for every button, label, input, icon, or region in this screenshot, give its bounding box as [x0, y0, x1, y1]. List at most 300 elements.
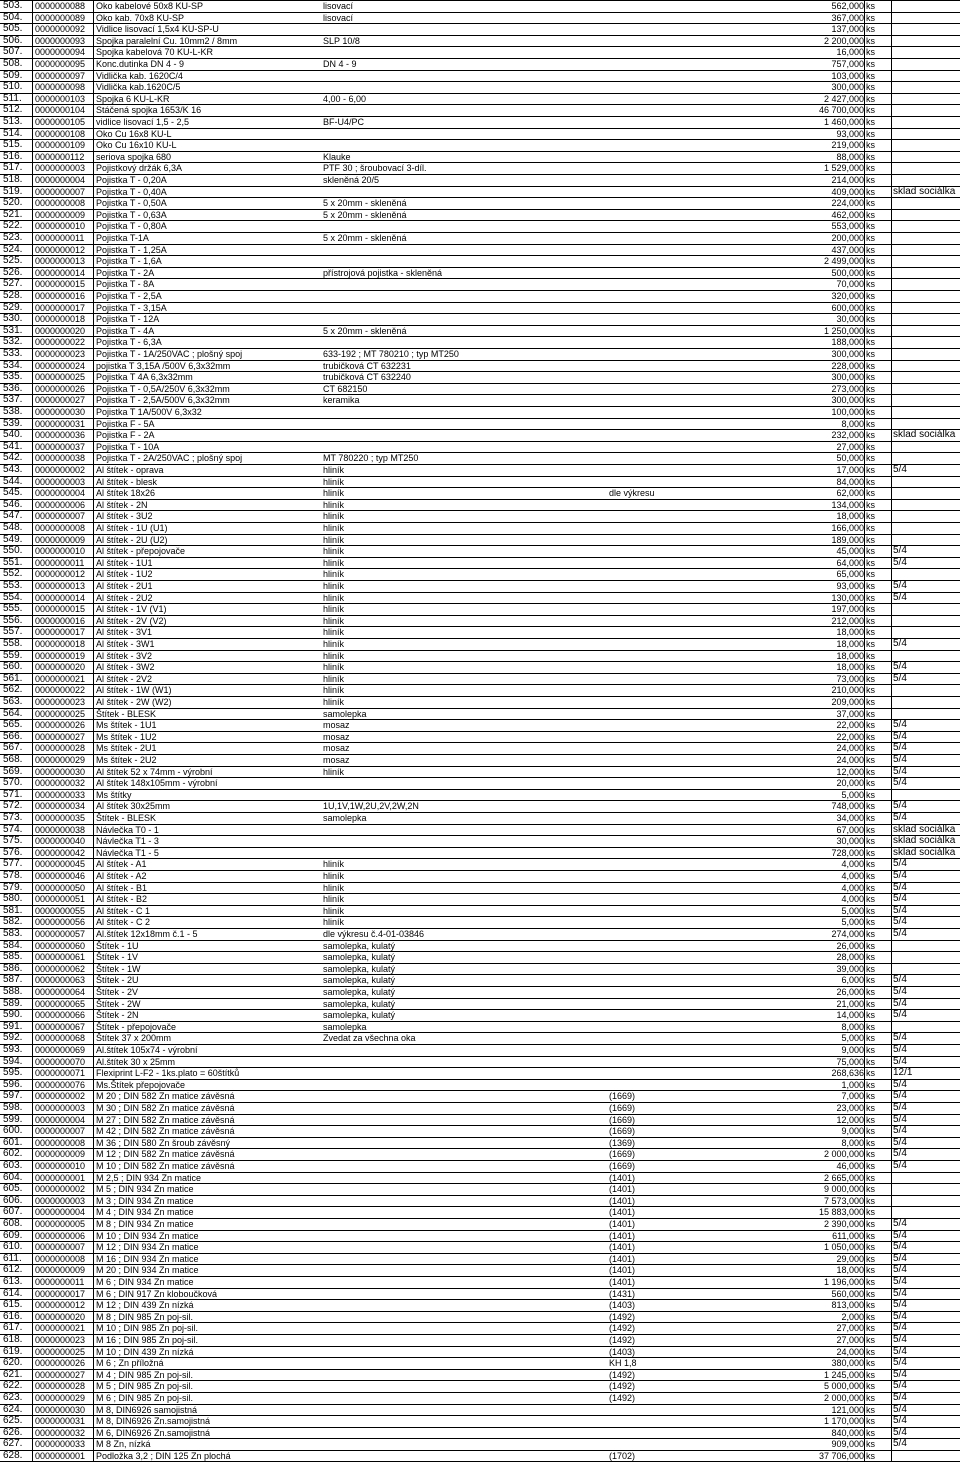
cell-unit: ks — [866, 1346, 875, 1357]
table-row — [0, 139, 960, 151]
cell-unit: ks — [866, 1184, 875, 1195]
cell-code: 0000000021 — [35, 673, 86, 684]
cell-qty: 9 000,000 — [823, 1184, 864, 1195]
cell-qty: 232,000 — [831, 430, 864, 441]
cell-unit: ks — [866, 615, 875, 626]
cell-mfr — [609, 1068, 769, 1079]
cell-num: 548. — [3, 523, 23, 533]
cell-spec — [323, 82, 607, 93]
cell-code: 0000000020 — [35, 1311, 86, 1322]
cell-mfr — [609, 987, 769, 998]
cell-qty: 130,000 — [831, 592, 864, 603]
cell-unit: ks — [866, 952, 875, 963]
cell-name: Pojistka T - 3,15A — [96, 302, 167, 313]
cell-num: 537. — [3, 395, 23, 406]
cell-name: pojistka T 3,15A /500V 6,3x32mm — [96, 360, 231, 371]
cell-mfr: (1401) — [609, 1219, 636, 1229]
cell-unit: ks — [866, 24, 875, 35]
cell-note: sklad sociálka — [893, 847, 956, 858]
table-row — [0, 1392, 960, 1404]
cell-code: 0000000092 — [35, 24, 86, 35]
cell-qty: 300,000 — [831, 395, 864, 406]
cell-name: M 20 ; DIN 582 Zn matice závěsná — [96, 1091, 235, 1102]
cell-code: 0000000009 — [35, 1149, 86, 1160]
cell-unit: ks — [866, 1021, 875, 1032]
cell-num: 512. — [3, 105, 23, 116]
cell-code: 0000000003 — [35, 476, 86, 487]
cell-code: 0000000001 — [35, 1172, 86, 1183]
cell-num: 545. — [3, 488, 23, 499]
cell-name: Al štítek - 3U2 — [96, 511, 153, 522]
cell-code: 0000000017 — [35, 302, 86, 313]
cell-note — [893, 349, 960, 360]
cell-unit: ks — [866, 673, 875, 684]
cell-spec — [323, 105, 607, 116]
cell-qty: 2 665,000 — [823, 1172, 864, 1183]
cell-num: 532. — [3, 337, 23, 348]
cell-qty: 24,000 — [836, 1346, 864, 1357]
cell-note — [893, 13, 960, 24]
cell-unit: ks — [866, 1172, 875, 1183]
cell-spec: hliník — [323, 917, 345, 928]
cell-code: 0000000033 — [35, 1439, 86, 1450]
cell-qty: 166,000 — [831, 523, 864, 533]
cell-mfr — [609, 372, 769, 383]
cell-name: Al štítek - 2V2 — [96, 673, 153, 684]
cell-name: M 10 ; DIN 582 Zn matice závěsná — [96, 1161, 235, 1171]
cell-spec: hliník — [323, 905, 345, 916]
cell-code: 0000000071 — [35, 1068, 86, 1079]
cell-qty: 200,000 — [831, 233, 864, 243]
cell-unit: ks — [866, 1451, 875, 1461]
cell-unit: ks — [866, 233, 875, 243]
cell-qty: 34,000 — [836, 813, 864, 823]
cell-mfr — [609, 952, 769, 963]
cell-note: sklad sociálka — [893, 824, 956, 835]
table-row — [0, 255, 960, 267]
cell-name: Štítek - 2N — [96, 1010, 139, 1021]
cell-unit: ks — [866, 1404, 875, 1415]
cell-num: 606. — [3, 1195, 23, 1206]
cell-name: M 6 ; DIN 934 Zn matice — [96, 1277, 194, 1287]
cell-qty: 24,000 — [836, 743, 864, 754]
table-row — [0, 1218, 960, 1230]
cell-name: Pojistka T - 6,3A — [96, 337, 162, 348]
cell-note — [893, 221, 960, 232]
table-row — [0, 1206, 960, 1218]
cell-name: Al štítek - B1 — [96, 882, 148, 893]
cell-note — [893, 697, 960, 708]
cell-name: Al štítek - A1 — [96, 859, 147, 870]
cell-name: Al.štítek 30 x 25mm — [96, 1056, 176, 1067]
cell-note — [893, 616, 960, 627]
cell-code: 0000000026 — [35, 383, 86, 394]
cell-note: 5/4 — [893, 755, 907, 765]
cell-code: 0000000007 — [35, 186, 86, 197]
cell-unit: ks — [866, 1300, 875, 1311]
cell-spec: Zvedat za všechna oka — [323, 1033, 416, 1044]
cell-unit: ks — [866, 1242, 875, 1253]
cell-unit: ks — [866, 93, 875, 104]
cell-name: Al štítek - 3V2 — [96, 650, 153, 661]
table-row — [0, 360, 960, 372]
cell-spec: samolepka — [323, 813, 367, 823]
cell-code: 0000000028 — [35, 743, 86, 754]
cell-qty: 45,000 — [836, 546, 864, 557]
cell-qty: 18,000 — [836, 639, 864, 649]
cell-unit: ks — [866, 1311, 875, 1322]
cell-code: 0000000103 — [35, 93, 86, 104]
cell-spec: mosaz — [323, 720, 350, 731]
cell-name: Pojistka F - 5A — [96, 418, 155, 429]
cell-mfr — [609, 117, 769, 128]
cell-num: 504. — [3, 12, 23, 23]
cell-code: 0000000014 — [35, 267, 86, 278]
cell-code: 0000000032 — [35, 1427, 86, 1438]
cell-qty: 4,000 — [841, 871, 864, 881]
cell-code: 0000000007 — [35, 1242, 86, 1253]
cell-qty: 4,000 — [841, 882, 864, 893]
cell-mfr — [609, 709, 769, 720]
table-row — [0, 1357, 960, 1369]
cell-mfr: (1669) — [609, 1114, 636, 1125]
cell-note — [893, 384, 960, 395]
cell-num: 571. — [3, 789, 23, 800]
cell-mfr — [609, 24, 769, 35]
cell-mfr: (1401) — [609, 1172, 636, 1183]
cell-note: 5/4 — [893, 1393, 907, 1403]
cell-num: 513. — [3, 117, 23, 127]
cell-note: 5/4 — [893, 1427, 907, 1438]
cell-unit: ks — [866, 685, 875, 696]
cell-qty: 84,000 — [836, 476, 864, 487]
table-row — [0, 197, 960, 209]
cell-note: 5/4 — [893, 673, 907, 684]
cell-num: 610. — [3, 1242, 23, 1253]
cell-note — [893, 709, 960, 720]
cell-note: 5/4 — [893, 917, 907, 928]
table-row — [0, 441, 960, 453]
cell-code: 0000000064 — [35, 987, 86, 997]
cell-qty: 4,000 — [841, 859, 864, 870]
cell-spec — [323, 314, 607, 325]
cell-name: Pojistka T - 0,80A — [96, 221, 167, 232]
cell-num: 602. — [3, 1149, 23, 1160]
cell-num: 515. — [3, 140, 23, 151]
cell-code: 0000000067 — [35, 1021, 86, 1032]
cell-qty: 909,000 — [831, 1439, 864, 1450]
cell-unit: ks — [866, 325, 875, 336]
table-row — [0, 348, 960, 360]
cell-note — [893, 303, 960, 314]
cell-num: 507. — [3, 47, 23, 58]
cell-code: 0000000093 — [35, 35, 86, 46]
cell-spec: hliník — [323, 546, 345, 557]
cell-code: 0000000011 — [35, 1277, 85, 1287]
cell-num: 541. — [3, 441, 23, 452]
cell-note — [893, 105, 960, 116]
cell-code: 0000000018 — [35, 639, 86, 649]
cell-mfr — [609, 616, 769, 627]
table-row — [0, 186, 960, 198]
cell-code: 0000000034 — [35, 801, 86, 812]
cell-num: 554. — [3, 592, 23, 603]
cell-mfr — [609, 291, 769, 302]
cell-code: 0000000023 — [35, 1335, 86, 1345]
cell-spec: hliník — [323, 592, 345, 603]
cell-mfr: (1401) — [609, 1230, 636, 1241]
cell-num: 624. — [3, 1404, 23, 1415]
cell-num: 622. — [3, 1381, 23, 1392]
cell-qty: 18,000 — [836, 662, 864, 673]
cell-unit: ks — [866, 302, 875, 313]
cell-mfr — [609, 581, 769, 592]
cell-mfr: (1492) — [609, 1335, 636, 1345]
table-row — [0, 812, 960, 824]
cell-name: Ms štítky — [96, 789, 132, 800]
cell-spec: hliník — [323, 604, 345, 615]
cell-spec — [323, 1207, 607, 1218]
cell-code: 0000000016 — [35, 291, 86, 301]
cell-note — [893, 245, 960, 256]
cell-code: 0000000012 — [35, 569, 86, 580]
cell-note: 5/4 — [893, 1369, 907, 1380]
cell-mfr — [609, 651, 769, 662]
cell-unit: ks — [866, 1358, 875, 1369]
table-row — [0, 232, 960, 244]
cell-qty: 1,000 — [841, 1079, 864, 1090]
cell-qty: 134,000 — [831, 499, 864, 510]
cell-code: 0000000011 — [35, 557, 85, 568]
table-row — [0, 58, 960, 70]
cell-qty: 728,000 — [831, 847, 864, 858]
cell-num: 589. — [3, 998, 23, 1009]
cell-name: Al štítek - 2U2 — [96, 592, 153, 603]
cell-qty: 2 200,000 — [823, 35, 864, 46]
cell-spec: samolepka, kulatý — [323, 987, 396, 997]
cell-num: 611. — [3, 1253, 22, 1264]
cell-note: 5/4 — [893, 1323, 907, 1334]
cell-note — [893, 1184, 960, 1195]
cell-num: 574. — [3, 824, 23, 835]
cell-name: Pojistka T - 10A — [96, 441, 160, 452]
cell-name: M 3 ; DIN 934 Zn matice — [96, 1195, 194, 1206]
cell-spec: BF-U4/PC — [323, 117, 365, 127]
cell-unit: ks — [866, 1369, 875, 1380]
cell-num: 510. — [3, 82, 23, 93]
cell-note: 5/4 — [893, 720, 907, 731]
cell-spec: hliník — [323, 569, 345, 580]
cell-num: 508. — [3, 59, 23, 69]
cell-name: vidlice lisovací 1,5 - 2,5 — [96, 117, 190, 127]
cell-unit: ks — [866, 847, 875, 858]
cell-unit: ks — [866, 12, 875, 23]
cell-note — [893, 326, 960, 337]
cell-unit: ks — [866, 998, 875, 1009]
cell-name: Al štítek 18x26 — [96, 488, 156, 499]
table-row — [0, 116, 960, 128]
cell-qty: 29,000 — [836, 1253, 864, 1264]
cell-note: 5/4 — [893, 639, 907, 649]
cell-note — [893, 790, 960, 801]
cell-qty: 1 196,000 — [823, 1277, 864, 1287]
cell-unit: ks — [866, 639, 875, 649]
table-row — [0, 847, 960, 859]
table-row — [0, 777, 960, 789]
cell-mfr — [609, 836, 769, 847]
cell-code: 0000000013 — [35, 256, 86, 267]
cell-spec — [323, 1381, 607, 1392]
cell-note — [893, 523, 960, 534]
cell-name: Pojistka T - 0,50A — [96, 198, 167, 209]
cell-qty: 188,000 — [831, 337, 864, 348]
cell-code: 0000000032 — [35, 778, 86, 789]
cell-num: 603. — [3, 1161, 23, 1171]
cell-code: 0000000050 — [35, 882, 86, 893]
cell-note: 5/4 — [893, 987, 907, 997]
cell-unit: ks — [866, 175, 875, 185]
cell-mfr — [609, 999, 769, 1010]
cell-spec: trubičková CT 632231 — [323, 360, 411, 371]
cell-num: 599. — [3, 1114, 23, 1125]
cell-mfr — [609, 256, 769, 267]
cell-num: 577. — [3, 859, 23, 870]
cell-note: 5/4 — [893, 1439, 907, 1450]
cell-mfr — [609, 639, 769, 650]
cell-qty: 27,000 — [836, 1323, 864, 1334]
cell-spec: hliník — [323, 882, 345, 893]
cell-unit: ks — [866, 720, 875, 731]
cell-qty: 189,000 — [831, 534, 864, 545]
cell-note — [893, 163, 960, 174]
cell-qty: 62,000 — [836, 488, 864, 499]
table-row — [0, 1404, 960, 1416]
cell-num: 528. — [3, 291, 23, 301]
cell-spec: skleněná 20/5 — [323, 175, 380, 185]
cell-mfr — [609, 1, 769, 12]
cell-mfr — [609, 233, 769, 244]
cell-code: 0000000004 — [35, 488, 86, 499]
cell-mfr: (1403) — [609, 1346, 636, 1357]
cell-num: 526. — [3, 267, 23, 278]
cell-note: 5/4 — [893, 1137, 907, 1148]
cell-name: M 4 ; DIN 985 Zn poj-sil. — [96, 1369, 194, 1380]
cell-unit: ks — [866, 963, 875, 974]
cell-note: 5/4 — [893, 998, 907, 1009]
table-row — [0, 267, 960, 279]
cell-num: 557. — [3, 627, 23, 638]
cell-code: 0000000030 — [35, 766, 86, 777]
cell-qty: 840,000 — [831, 1427, 864, 1438]
cell-num: 549. — [3, 534, 23, 545]
cell-spec: hliník — [323, 615, 345, 626]
cell-qty: 210,000 — [831, 685, 864, 696]
cell-qty: 103,000 — [831, 70, 864, 81]
cell-code: 0000000002 — [35, 1091, 86, 1102]
cell-spec — [323, 1451, 607, 1461]
cell-num: 530. — [3, 314, 23, 325]
cell-mfr — [609, 511, 769, 522]
cell-num: 617. — [3, 1323, 23, 1334]
cell-code: 0000000104 — [35, 105, 86, 116]
cell-num: 578. — [3, 871, 23, 881]
table-row — [0, 940, 960, 952]
cell-qty: 560,000 — [831, 1288, 864, 1299]
cell-code: 0000000024 — [35, 360, 86, 371]
cell-name: Al štítek - 2U1 — [96, 581, 153, 591]
cell-code: 0000000057 — [35, 929, 86, 939]
cell-mfr — [609, 1439, 769, 1450]
cell-name: Pojistka T - 4A — [96, 325, 155, 336]
cell-spec: 5 x 20mm - skleněná — [323, 325, 407, 336]
cell-spec: hliník — [323, 465, 345, 475]
cell-name: Štítek - BLESK — [96, 813, 157, 823]
cell-spec — [323, 303, 607, 314]
cell-note — [893, 129, 960, 140]
cell-mfr — [609, 1022, 769, 1033]
cell-spec — [323, 1370, 607, 1381]
cell-num: 581. — [3, 905, 23, 916]
cell-num: 534. — [3, 360, 23, 371]
cell-unit: ks — [866, 871, 875, 881]
cell-qty: 67,000 — [836, 824, 864, 835]
cell-note: 5/4 — [893, 929, 907, 939]
cell-name: Ms štítek - 2U1 — [96, 743, 157, 754]
cell-code: 0000000009 — [35, 209, 86, 220]
cell-code: 0000000045 — [35, 859, 86, 870]
table-row — [0, 35, 960, 47]
cell-spec — [323, 71, 607, 82]
cell-code: 0000000027 — [35, 1369, 86, 1380]
cell-num: 514. — [3, 128, 23, 139]
table-row — [0, 1044, 960, 1056]
cell-name: Oko kab. 70x8 KU-SP — [96, 12, 185, 23]
cell-num: 588. — [3, 987, 23, 997]
cell-unit: ks — [866, 291, 875, 301]
cell-unit: ks — [866, 70, 875, 81]
cell-qty: 30,000 — [836, 314, 864, 325]
cell-num: 505. — [3, 24, 23, 35]
cell-code: 0000000011 — [35, 233, 85, 243]
cell-qty: 18,000 — [836, 511, 864, 522]
table-row — [0, 510, 960, 522]
table-row — [0, 209, 960, 221]
cell-unit: ks — [866, 1161, 875, 1171]
cell-note: 5/4 — [893, 1265, 907, 1276]
cell-num: 623. — [3, 1393, 23, 1403]
cell-mfr — [609, 13, 769, 24]
cell-unit: ks — [866, 743, 875, 754]
cell-code: 0000000061 — [35, 952, 86, 963]
cell-num: 576. — [3, 847, 23, 858]
cell-spec — [323, 140, 607, 151]
table-row — [0, 963, 960, 975]
cell-spec — [323, 836, 607, 847]
cell-mfr — [609, 175, 769, 186]
cell-spec: 1U,1V,1W,2U,2V,2W,2N — [323, 801, 419, 812]
cell-unit: ks — [866, 569, 875, 580]
cell-spec — [323, 1045, 607, 1056]
cell-note: 5/4 — [893, 905, 907, 916]
cell-unit: ks — [866, 1335, 875, 1345]
cell-num: 616. — [3, 1311, 23, 1322]
cell-mfr — [609, 627, 769, 638]
cell-qty: 75,000 — [836, 1056, 864, 1067]
table-row — [0, 1148, 960, 1160]
cell-mfr — [609, 685, 769, 696]
cell-qty: 2 499,000 — [823, 256, 864, 267]
cell-name: Al štítek - B2 — [96, 894, 148, 905]
